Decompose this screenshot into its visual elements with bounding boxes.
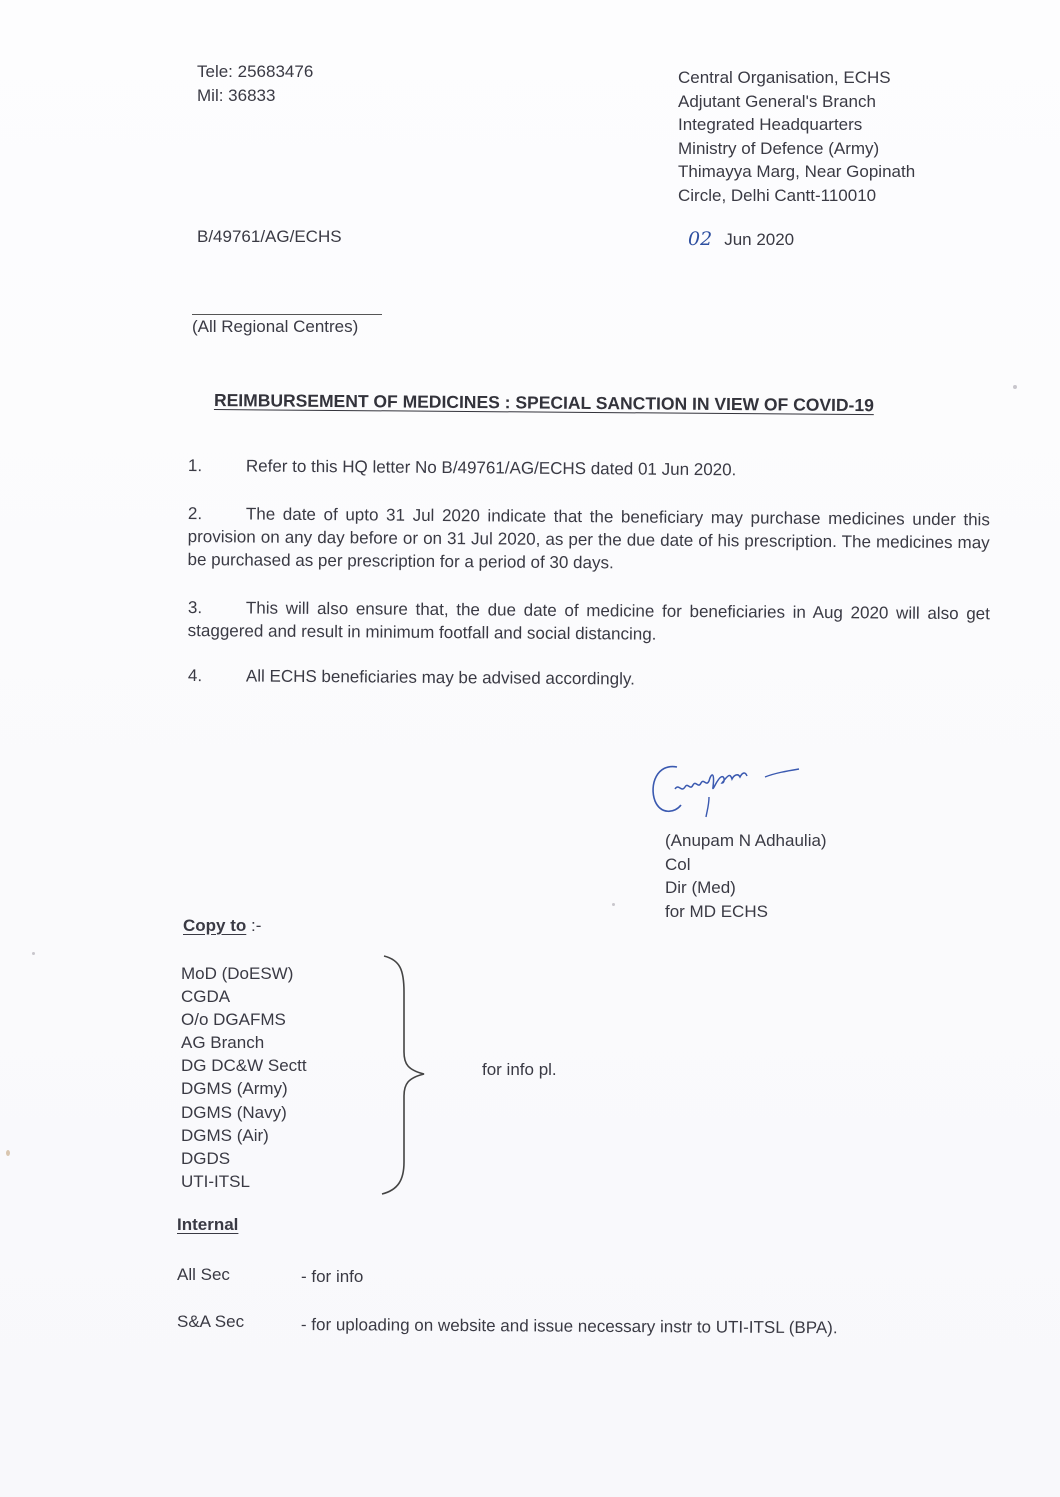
paragraph-1 [188, 454, 990, 483]
paragraph-number: 3. [187, 597, 203, 618]
subject-heading: REIMBURSEMENT OF MEDICINES : SPECIAL SANCTION IN VIEW OF COVID-19 [213, 390, 874, 416]
sender-address [678, 66, 915, 207]
paragraph-text: The date of upto 31 Jul 2020 indicate that the beneficiary may purchase medicines under this provision on any day before or on 31 Jul 2020, as per the due date of his prescription. The medicines may be purchased as per prescription for a period of 30 days. [187, 504, 990, 573]
list-item: AG Branch [181, 1033, 265, 1053]
scan-speck [6, 1150, 10, 1156]
internal-row-label: All Sec [177, 1265, 230, 1284]
handwritten-signature [645, 745, 815, 825]
paragraph-text: Refer to this HQ letter No B/49761/AG/ECHS dated 01 Jun 2020. [245, 456, 737, 480]
address-line: Central Organisation, ECHS [678, 68, 891, 87]
scan-speck [612, 903, 615, 906]
paragraph-2 [187, 502, 990, 577]
list-item: DG DC&W Sectt [181, 1056, 307, 1076]
list-item: UTI-ITSL [181, 1171, 250, 1191]
signatory-for: for MD ECHS [665, 901, 768, 921]
handwritten-day: 02 [688, 228, 713, 250]
list-item: CGDA [181, 987, 231, 1007]
military-number: Mil: 36833 [197, 86, 276, 105]
internal-heading: Internal [177, 1215, 239, 1234]
list-item: DGMS (Navy) [181, 1102, 287, 1122]
scan-speck [32, 952, 35, 955]
copy-to-label: Copy to [183, 916, 247, 935]
list-item: O/o DGAFMS [181, 1010, 286, 1030]
internal-row-text: - for uploading on website and issue necessary instr to UTI-ITSL (BPA). [300, 1315, 838, 1338]
signatory-rank: Col [665, 854, 691, 874]
copy-to-list [181, 962, 307, 1193]
list-item: DGDS [181, 1148, 231, 1168]
signatory-block [665, 829, 827, 923]
address-line: Integrated Headquarters [678, 115, 863, 134]
scan-speck [1013, 385, 1017, 389]
letter-date [688, 228, 794, 251]
address-line: Ministry of Defence (Army) [678, 138, 880, 158]
signatory-appointment: Dir (Med) [665, 878, 736, 897]
address-line: Thimayya Marg, Near Gopinath [678, 162, 916, 181]
paragraph-text: This will also ensure that, the due date of medicine for beneficiaries in Aug 2020 will also get staggered and result in minimum footfall and social distancing. [187, 598, 990, 644]
signatory-name: (Anupam N Adhaulia) [665, 831, 827, 850]
letter-reference: B/49761/AG/ECHS [197, 227, 342, 246]
list-item: DGMS (Army) [181, 1079, 288, 1099]
address-line: Circle, Delhi Cantt-110010 [678, 185, 877, 205]
address-line: Adjutant General's Branch [678, 91, 876, 111]
telephone-number: Tele: 25683476 [197, 62, 314, 81]
internal-row-label: S&A Sec [177, 1312, 245, 1331]
copy-to-note: for info pl. [482, 1060, 557, 1079]
list-item: MoD (DoESW) [181, 964, 294, 983]
paragraph-number: 2. [187, 503, 203, 524]
date-month-year: Jun 2020 [724, 230, 795, 249]
copy-to-suffix: :- [246, 916, 262, 935]
paragraph-4 [188, 664, 990, 693]
copy-to-heading [183, 916, 261, 936]
paragraph-number: 4. [187, 665, 203, 686]
list-item: DGMS (Air) [181, 1125, 269, 1145]
paragraph-number: 1. [187, 455, 203, 476]
paragraph-3 [188, 596, 990, 648]
right-curly-brace [378, 952, 433, 1197]
paragraph-text: All ECHS beneficiaries may be advised accordingly. [245, 666, 635, 689]
addressee: (All Regional Centres) [192, 317, 359, 336]
internal-row-text: - for info [301, 1267, 364, 1286]
